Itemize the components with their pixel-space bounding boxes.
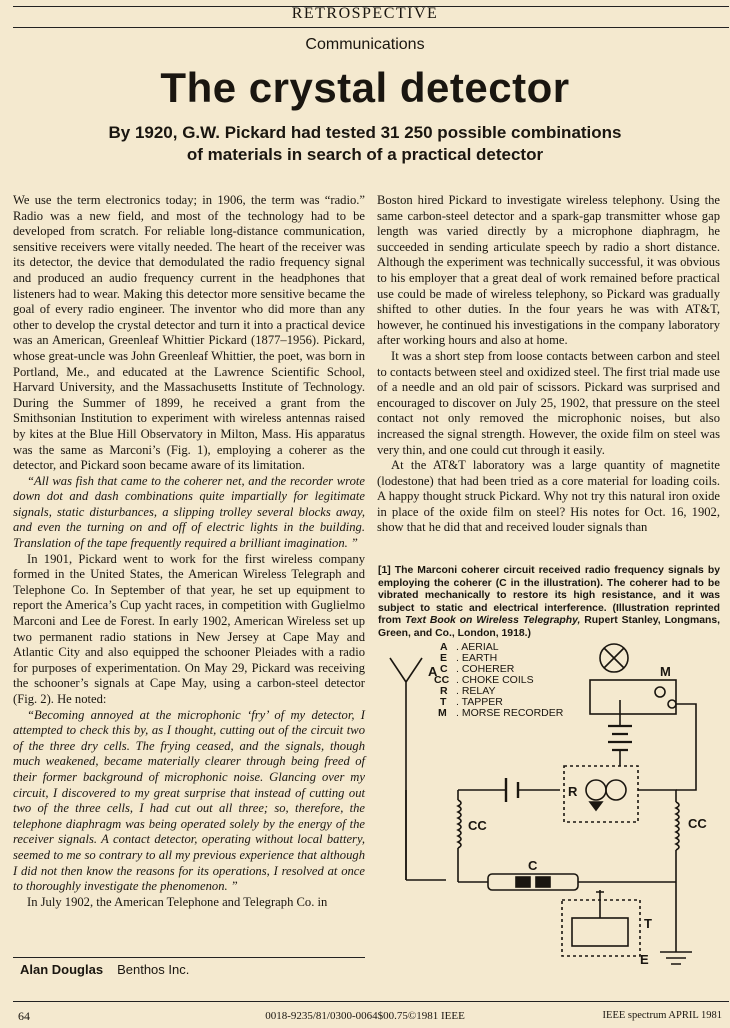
legend-text: . EARTH [456, 652, 498, 664]
relay-coil [586, 780, 606, 800]
journal-issue: IEEE spectrum APRIL 1981 [602, 1010, 722, 1021]
caption-book-title: Text Book on Wireless Telegraphy, [404, 615, 581, 626]
choke-right-label: CC [688, 816, 707, 831]
legend-text: . CHOKE COILS [456, 674, 534, 686]
circuit-wire [638, 790, 676, 882]
circuit-wire [596, 890, 604, 918]
body-column-right [377, 193, 720, 536]
morse-recorder-base [590, 680, 676, 714]
author-rule [13, 957, 365, 958]
paragraph: At the AT&T laboratory was a large quantity of magnetite (lodestone) that had been tried as a core material for loading coils. A happy thought struck Pickard. Why not try this natural iron oxide in place of the oxide film on steel? His notes for Oct. 16, 1902, show that he did that and received louder signals than [377, 458, 720, 535]
body-column-left [13, 193, 365, 910]
subtitle-line-2: of materials in search of a practical detector [186, 145, 544, 164]
legend-key: A [440, 641, 448, 653]
earth-symbol [660, 882, 692, 964]
section-label: RETROSPECTIVE [291, 5, 439, 22]
author-line [20, 962, 189, 977]
subtitle-line-1: By 1920, G.W. Pickard had tested 31 250 possible combinations [108, 123, 622, 142]
topic-label: Communications [305, 36, 425, 53]
marconi-coherer-circuit-figure [376, 630, 722, 975]
author-name: Alan Douglas [20, 962, 104, 977]
morse-label: M [660, 664, 671, 679]
legend-key: E [440, 652, 448, 664]
paragraph: In July 1902, the American Telephone and Telegraph Co. in [27, 894, 328, 909]
paragraph: Boston hired Pickard to investigate wireless telephony. Using the same carbon-steel detector and a spark-gap transmitter whose gap length was varied directly by a microphone diaphragm, he succeeded in sending articulate speech by radio a short distance. Although the experiment was technically successful, it was obvious to his employer that a great deal of work remained before practical use could be made of wireless telephony, so Pickard was gradually shifted to other duties. In the four years he was with AT&T, however, he continued his investigations in the company laboratory after working hours and also at home. [377, 193, 720, 348]
earth-label: E [640, 952, 649, 967]
quote-paragraph: “Becoming annoyed at the microphonic ‘fry’ of my detector, I attempted to check this by, as I thought, cutting out of the circuit two of the three dry cells. The frying ceased, and the signals, though much weakened, became materially clearer through being freed of their former background of microphonic noise. Glancing over my circuit, I discovered to my great surprise that instead of cutting out two of the three cells, I had cut out all three; so, therefore, the telephone diaphragm was being operated solely by the energy of the receiver signals. A contact detector, operating without local battery, seemed to me so contrary to all my previous experience that although I did not then know the reasons for its operations, I resolved at once to thoroughly investigate the phenomenon. ” [13, 707, 365, 894]
circuit-wire [676, 704, 696, 790]
legend-key: R [440, 685, 448, 697]
legend-key: M [438, 707, 447, 719]
legend-text: . COHERER [456, 663, 515, 675]
page-number: 64 [18, 1009, 30, 1023]
choke-coil-right [676, 802, 679, 850]
legend-text: . AERIAL [456, 641, 499, 653]
author-affiliation: Benthos Inc. [117, 962, 190, 977]
battery-symbol [506, 778, 518, 802]
coherer-label: C [528, 858, 538, 873]
paragraph: We use the term electronics today; in 1906, the term was “radio.” Radio was a new field, and most of the technology had to be developed from scratch. For reliable long-distance communication, sensitive receivers were vitally needed. The heart of the receiver was its detector, the device that demodulated the radio frequency signal and produced an audio frequency current in the headphones that listeners had to wear. Making this detector more sensitive became the goal of every radio engineer. The inventor who did more than any other to develop the crystal detector and turn it into a practical device was an American, Greenleaf Whittier Pickard (1877–1956). Pickard, whose great-uncle was John Greenleaf Whittier, the poet, was born in Portland, Me., and educated at the Lawrence Scientific School, Harvard University, and the Massachusetts Institute of Technology. During the Summer of 1899, he received a grant from the Smithsonian Institution to experiment with wireless antennas raised by kites at the Blue Hill Observatory in Milton, Mass. His apparatus was the same as Marconi’s (Fig. 1), employing a coherer as the detector, and Pickard soon became aware of its limitation. [13, 193, 365, 473]
article-subtitle [60, 122, 670, 166]
battery-stack [608, 726, 632, 750]
choke-coil-left [458, 800, 461, 848]
legend-key: C [440, 663, 448, 675]
footer-rule [13, 1001, 729, 1002]
relay-label: R [568, 784, 578, 799]
coherer-tube [488, 874, 578, 890]
legend-key: T [440, 696, 447, 708]
legend-text: . TAPPER [456, 696, 503, 708]
legend-key: CC [434, 674, 450, 686]
paragraph: It was a short step from loose contacts between carbon and steel to contacts between steel and oxidized steel. The first trial made use of a needle and an old pair of scissors. Pickard was surprised and encouraged to discover on July 25, 1902, that pressure on the steel contact not only removed the microphonic noises, but also increased the signal strength. However, the oxide film on steel was very thin, and one could cut through it easily. [377, 348, 720, 457]
copyright-line: 0018-9235/81/0300-0064$00.75©1981 IEEE [265, 1010, 465, 1022]
quote-paragraph: “All was fish that came to the coherer net, and the recorder wrote down dot and dash combinations quite impartially for legitimate signals, static disturbances, a slipping trolley several blocks away, and even the turning on and off of electric lights in the building. Translation of the tape frequently required a brilliant imagination. ” [13, 473, 365, 551]
caption-text-end: Rupert Stanley, Longmans, Green, and Co., London, 1918.) [378, 615, 720, 639]
article-title: The crystal detector [160, 64, 570, 111]
aerial-label: A [428, 664, 438, 679]
figure-caption [378, 565, 720, 640]
legend-text: . MORSE RECORDER [456, 707, 564, 719]
relay-coil [606, 780, 626, 800]
legend-text: . RELAY [456, 685, 496, 697]
tapper-label: T [644, 916, 652, 931]
circuit-wire [406, 790, 446, 880]
choke-left-label: CC [468, 818, 487, 833]
caption-text: [1] The Marconi coherer circuit received radio frequency signals by employing the coherer (C in the illustration). The coherer had to be vibrated mechanically to restore its high resistance, and it was subject to static and electrical interference. (Illustration reprinted from [378, 565, 720, 626]
paragraph: In 1901, Pickard went to work for the first wireless company formed in the United States, the American Wireless Telegraph and Telephone Co. In September of that year, he set up equipment to report the America’s Cup yacht races, in competition with Guglielmo Marconi and Lee de Forest. In early 1902, American Wireless set up two permanent radio stations in New Jersey at Cape May and Atlantic City and also equipped the schooner Pleiades with a radio for purposes of experimentation. On May 29, Pickard was receiving the schooner’s signals at Cape May, using a carbon-steel detector (Fig. 2). He noted: [13, 551, 365, 706]
